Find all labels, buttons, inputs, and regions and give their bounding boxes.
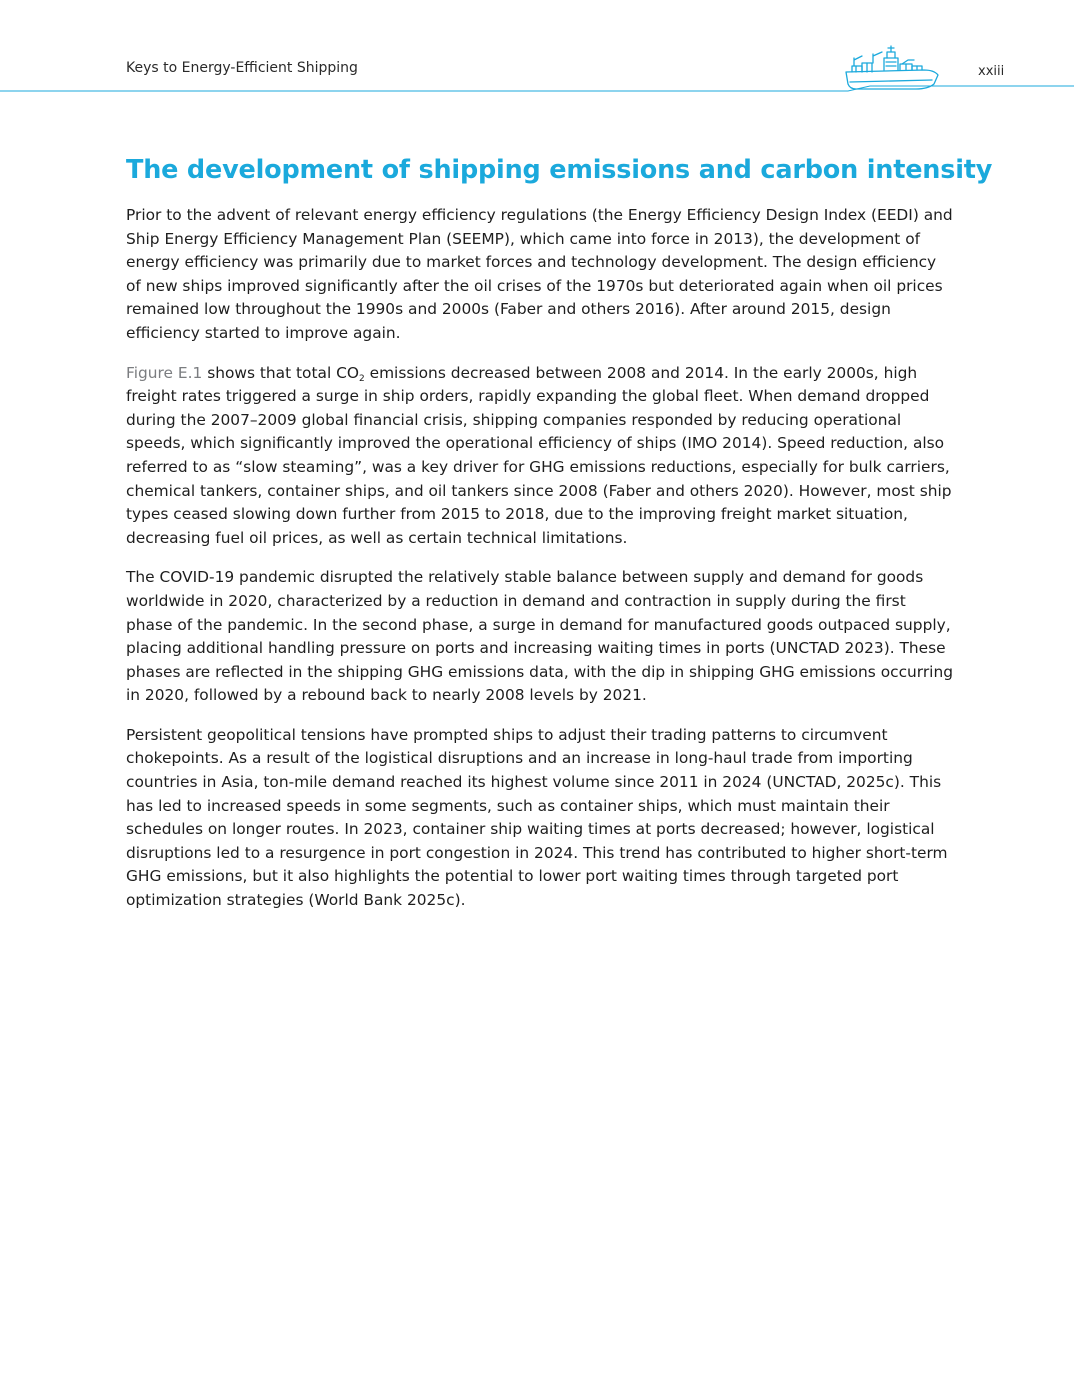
running-title: Keys to Energy-Efficient Shipping	[126, 60, 358, 76]
paragraph-2-text-a: shows that total CO	[202, 363, 359, 382]
page-header	[0, 0, 1074, 100]
paragraph-4: Persistent geopolitical tensions have prompted ships to adjust their trading patterns to circumvent chokepoints. As a result of the logistical disruptions and an increase in long-haul trade from importing countries in Asia, ton-mile demand reached its highest volume since 2011 in 2024 (UNCTAD, 2025c). This has led to increased speeds in some segments, such as container ships, which must maintain their schedules on longer routes. In 2023, container ship waiting times at ports decreased; however, logistical disruptions led to a resurgence in port congestion in 2024. This trend has contributed to higher short-term GHG emissions, but it also highlights the potential to lower port waiting times through targeted port optimization strategies (World Bank 2025c).	[126, 725, 948, 910]
paragraph-3: The COVID-19 pandemic disrupted the relatively stable balance between supply and demand for goods worldwide in 2020, characterized by a reduction in demand and contraction in supply during the first phase of the pandemic. In the second phase, a surge in demand for manufactured goods outpaced supply, placing additional handling pressure on ports and increasing waiting times in ports (UNCTAD 2023). These phases are reflected in the shipping GHG emissions data, with the dip in shipping GHG emissions occurring in 2020, followed by a rebound back to nearly 2008 levels by 2021.	[126, 568, 953, 705]
section-title: The development of shipping emissions and carbon intensity	[126, 155, 993, 185]
co2-subscript: 2	[358, 373, 365, 384]
paragraph-2	[126, 362, 954, 551]
figure-reference-link[interactable]: Figure E.1	[126, 363, 203, 382]
main-content	[126, 152, 993, 929]
paragraph-1: Prior to the advent of relevant energy efficiency regulations (the Energy Efficiency Design Index (EEDI) and Ship Energy Efficiency Management Plan (SEEMP), which came into force in 2013), the development of energy efficiency was primarily due to market forces and technology development. The design efficiency of new ships improved significantly after the oil crises of the 1970s but deteriorated again when oil prices remained low throughout the 1990s and 2000s (Faber and others 2016). After around 2015, design efficiency started to improve again.	[126, 206, 953, 342]
paragraph-2-text-b: emissions decreased between 2008 and 2014. In the early 2000s, high freight rates triggered a surge in ship orders, rapidly expanding the global fleet. When demand dropped during the 2007–2009 global financial crisis, shipping companies responded by reducing operational speeds, which significantly improved the operational efficiency of ships (IMO 2014). Speed reduction, also referred to as “slow steaming”, was a key driver for GHG emissions reductions, especially for bulk carriers, chemical tankers, container ships, and oil tankers since 2008 (Faber and others 2020). However, most ship types ceased slowing down further from 2015 to 2018, due to the improving freight market situation, decreasing fuel oil prices, as well as certain technical limitations.	[126, 363, 952, 547]
page-number: xxiii	[978, 64, 1005, 79]
ship-icon	[842, 42, 942, 94]
